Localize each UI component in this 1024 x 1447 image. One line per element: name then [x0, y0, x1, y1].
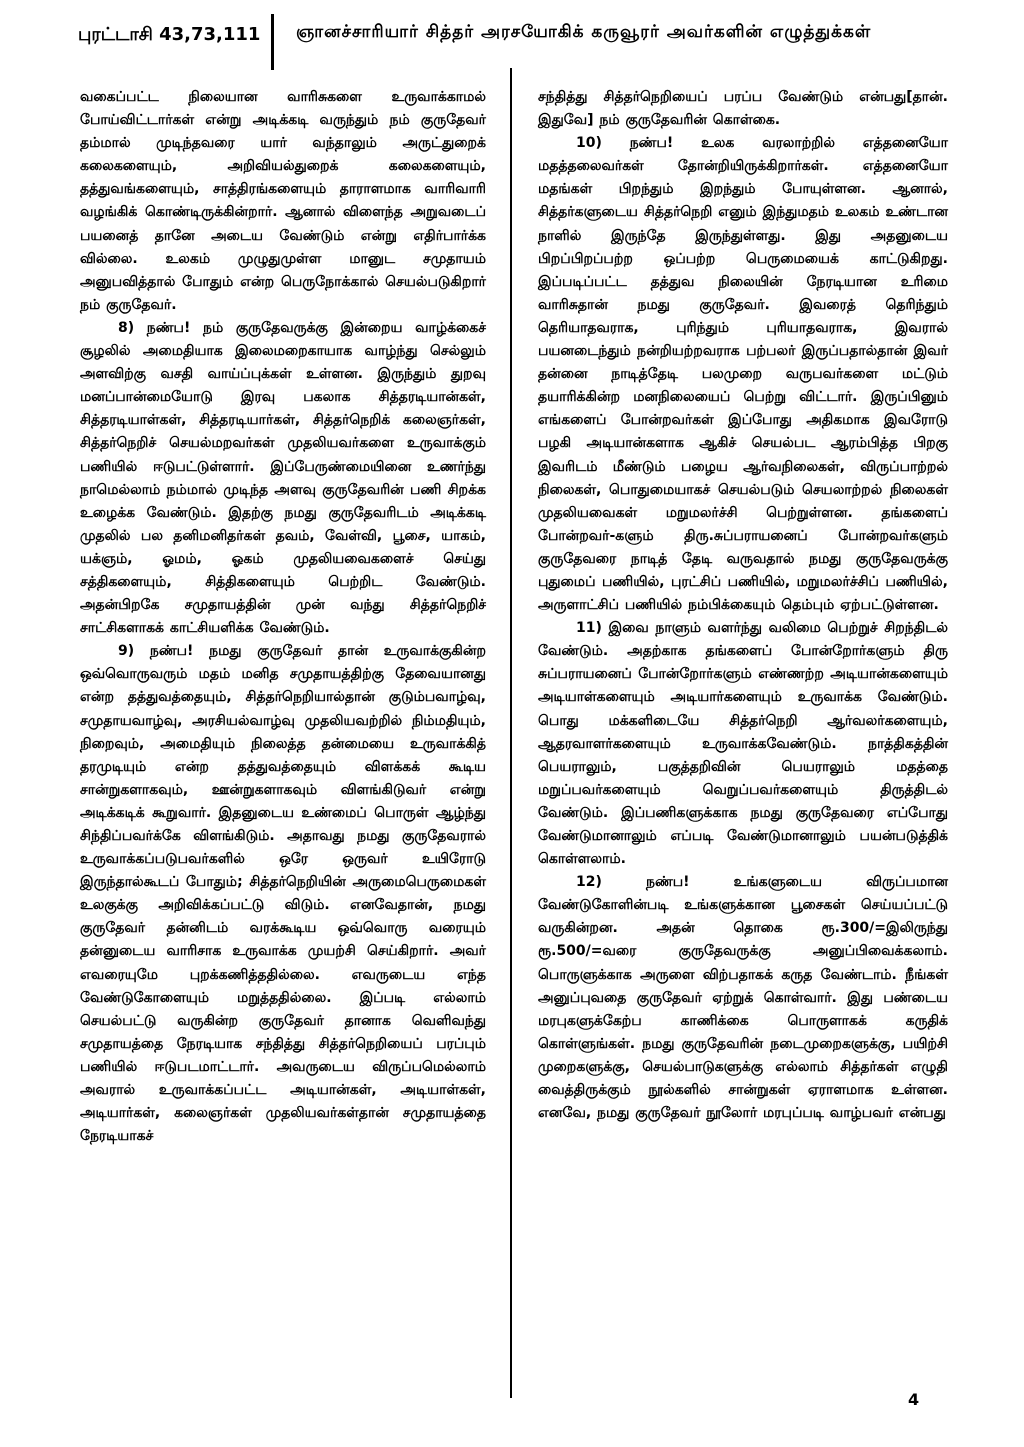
page-header: [78, 14, 958, 62]
left-column: [80, 86, 486, 1148]
header-divider: [271, 14, 274, 70]
paragraph-continuation: வகைப்பட்ட நிலையான வாரிசுகளை உருவாக்காமல் போய்விட்டார்கள் என்று அடிக்கடி வருந்தும் நம் குருதேவர் தம்மால் முடிந்தவரை யார் வந்தாலும் அருட்துறைக் கலைகளையும், அறிவியல்துறைக் கலைகளையும், தத்துவங்களையும், சாத்திரங்களையும் தாராளமாக வாரிவாரி வழங்கிக் கொண்டிருக்கின்றார். ஆனால் விளைந்த அறுவடைப் பயனைத் தானே அடைய வேண்டும் என்று எதிர்பார்க்க வில்லை. உலகம் முழுதுமுள்ள மானுட சமுதாயம் அனுபவித்தால் போதும் என்ற பெருநோக்கால் செயல்படுகிறார் நம் குருதேவர்.: [80, 89, 486, 313]
paragraph-8: 8) நண்ப! நம் குருதேவருக்கு இன்றைய வாழ்க்கைச் சூழலில் அமைதியாக இலைமறைகாயாக வாழ்ந்து செல்லும் அளவிற்கு வசதி வாய்ப்புக்கள் உள்ளன. இருந்தும் துறவு மனப்பான்மையோடு இரவு பகலாக சித்தரடியான்கள், சித்தரடியாள்கள், சித்தரடியார்கள், சித்தர்நெறிக் கலைஞர்கள், சித்தர்நெறிச் செயல்மறவர்கள் முதலியவர்களை உருவாக்கும் பணியில் ஈடுபட்டுள்ளார். இப்பேருண்மையினை உணர்ந்து நாமெல்லாம் நம்மால் முடிந்த அளவு குருதேவரின் பணி சிறக்க உழைக்க வேண்டும். இதற்கு நமது குருதேவரிடம் அடிக்கடி முதலில் பல தனிமனிதர்கள் தவம், வேள்வி, பூசை, யாகம், யக்ஞம், ஓமம், ஓகம் முதலியவைகளைச் செய்து சத்திகளையும், சித்திகளையும் பெற்றிட வேண்டும். அதன்பிறகே சமுதாயத்தின் முன் வந்து சித்தர்நெறிச் சாட்சிகளாகக் காட்சியளிக்க வேண்டும்.: [80, 319, 486, 637]
paragraph-9: 9) நண்ப! நமது குருதேவர் தான் உருவாக்குகின்ற ஒவ்வொருவரும் மதம் மனித சமுதாயத்திற்கு தேவையானது என்ற தத்துவத்தையும், சித்தர்நெறியால்தான் குடும்பவாழ்வு, சமுதாயவாழ்வு, அரசியல்வாழ்வு முதலியவற்றில் நிம்மதியும், நிறைவும், அமைதியும் நிலைத்த தன்மையை உருவாக்கித் தரமுடியும் என்ற தத்துவத்தையும் விளக்கக் கூடிய சான்றுகளாகவும், ஊன்றுகளாகவும் விளங்கிடுவர் என்று அடிக்கடிக் கூறுவார். இதனுடைய உண்மைப் பொருள் ஆழ்ந்து சிந்திப்பவர்க்கே விளங்கிடும். அதாவது நமது குருதேவரால் உருவாக்கப்படுபவர்களில் ஒரே ஒருவர் உயிரோடு இருந்தால்கூடப் போதும்; சித்தர்நெறியின் அருமைபெருமைகள் உலகுக்கு அறிவிக்கப்பட்டு விடும். எனவேதான், நமது குருதேவர் தன்னிடம் வரக்கூடிய ஒவ்வொரு வரையும் தன்னுடைய வாரிசாக உருவாக்க முயற்சி செய்கிறார். அவர் எவரையுமே புறக்கணித்ததில்லை. எவருடைய எந்த வேண்டுகோளையும் மறுத்ததில்லை. இப்படி எல்லாம் செயல்பட்டு வருகின்ற குருதேவர் தானாக வெளிவந்து சமுதாயத்தை நேரடியாக சந்தித்து சித்தர்நெறியைப் பரப்பும் பணியில் ஈடுபடமாட்டார். அவருடைய விருப்பமெல்லாம் அவரால் உருவாக்கப்பட்ட அடியான்கள், அடியாள்கள், அடியார்கள், கலைஞர்கள் முதலியவர்கள்தான் சமுதாயத்தை நேரடியாகச்: [80, 643, 486, 1145]
paragraph-10: 10) நண்ப! உலக வரலாற்றில் எத்தனையோ மதத்தலைவர்கள் தோன்றியிருக்கிறார்கள். எத்தனையோ மதங்கள் பிறந்தும் இறந்தும் போயுள்ளன. ஆனால், சித்தர்களுடைய சித்தர்நெறி எனும் இந்துமதம் உலகம் உண்டான நாளில் இருந்தே இருந்துள்ளது. இது அதனுடைய பிறப்பிறப்பற்ற ஒப்பற்ற பெருமையைக் காட்டுகிறது. இப்படிப்பட்ட தத்துவ நிலையின் நேரடியான உரிமை வாரிசுதான் நமது குருதேவர். இவரைத் தெரிந்தும் தெரியாதவராக, புரிந்தும் புரியாதவராக, இவரால் பயனடைந்தும் நன்றியற்றவராக பற்பலர் இருப்பதால்தான் இவர் தன்னை நாடித்தேடி பலமுறை வருபவர்களை மட்டும் தயாரிக்கின்ற மனநிலையைப் பெற்று விட்டார். இருப்பினும் எங்களைப் போன்றவர்கள் இப்போது அதிகமாக இவரோடு பழகி அடியான்களாக ஆகிச் செயல்பட ஆரம்பித்த பிறகு இவரிடம் மீண்டும் பழைய ஆர்வநிலைகள், விருப்பாற்றல் நிலைகள், பொதுமையாகச் செயல்படும் செயலாற்றல் நிலைகள் முதலியவைகள் மறுமலர்ச்சி பெற்றுள்ளன. தங்களைப் போன்றவர்-களும் திரு.சுப்பராயனைப் போன்றவர்களும் குருதேவரை நாடித் தேடி வருவதால் நமது குருதேவருக்கு புதுமைப் பணியில், புரட்சிப் பணியில், மறுமலர்ச்சிப் பணியில், அருளாட்சிப் பணியில் நம்பிக்கையும் தெம்பும் ஏற்பட்டுள்ளன.: [538, 135, 948, 614]
issue-label: புரட்டாசி 43,73,111: [78, 24, 261, 45]
paragraph-12: 12) நண்ப! உங்களுடைய விருப்பமான வேண்டுகோளின்படி உங்களுக்கான பூசைகள் செய்யப்பட்டு வருகின்றன. அதன் தொகை ரூ.300/=இலிருந்து ரூ.500/=வரை குருதேவருக்கு அனுப்பிவைக்கலாம். பொருளுக்காக அருளை விற்பதாகக் கருத வேண்டாம். நீங்கள் அனுப்புவதை குருதேவர் ஏற்றுக் கொள்வார். இது பண்டைய மரபுகளுக்கேற்ப காணிக்கை பொருளாகக் கருதிக் கொள்ளுங்கள். நமது குருதேவரின் நடைமுறைகளுக்கு, பயிற்சி முறைகளுக்கு, செயல்பாடுகளுக்கு எல்லாம் சித்தர்கள் எழுதி வைத்திருக்கும் நூல்களில் சான்றுகள் ஏராளமாக உள்ளன. எனவே, நமது குருதேவர் நூலோர் மரபுப்படி வாழ்பவர் என்பது: [538, 874, 948, 1122]
page-number: 4: [908, 1390, 920, 1409]
right-column: [538, 86, 948, 1125]
column-divider: [510, 68, 512, 1398]
paragraph-9-end: சந்தித்து சித்தர்நெறியைப் பரப்ப வேண்டும் என்பது[தான். இதுவே] நம் குருதேவரின் கொள்கை.: [538, 89, 948, 129]
paragraph-11: 11) இவை நாளும் வளர்ந்து வலிமை பெற்றுச் சிறந்திடல் வேண்டும். அதற்காக தங்களைப் போன்றோர்களும் திரு சுப்பராயனைப் போன்றோர்களும் எண்ணற்ற அடியான்களையும் அடியாள்களையும் அடியார்களையும் உருவாக்க வேண்டும். பொது மக்களிடையே சித்தர்நெறி ஆர்வலர்களையும், ஆதரவாளர்களையும் உருவாக்கவேண்டும். நாத்திகத்தின் பெயராலும், பகுத்தறிவின் பெயராலும் மதத்தை மறுப்பவர்களையும் வெறுப்பவர்களையும் திருத்திடல் வேண்டும். இப்பணிகளுக்காக நமது குருதேவரை எப்போது வேண்டுமானாலும் எப்படி வேண்டுமானாலும் பயன்படுத்திக் கொள்ளலாம்.: [538, 620, 948, 868]
publication-title: ஞானச்சாரியார் சித்தர் அரசயோகிக் கருவூரர் அவர்களின் எழுத்துக்கள்: [296, 22, 872, 42]
